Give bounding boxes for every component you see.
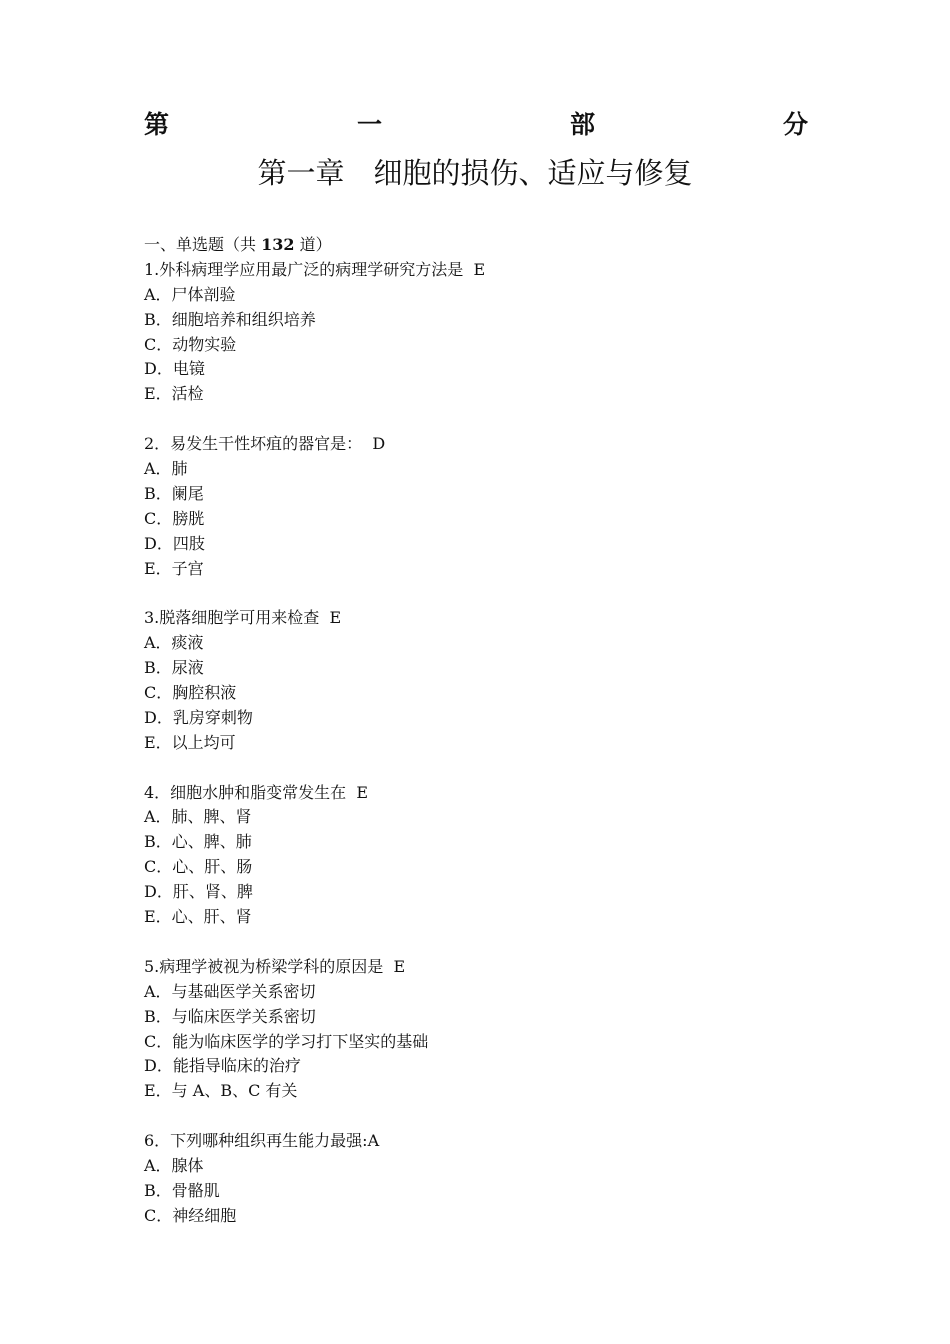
question-item	[144, 955, 844, 1104]
question-stem: 6．下列哪种组织再生能力最强:A	[144, 1131, 380, 1151]
answer-option: A．肺	[144, 459, 188, 479]
part-title-char: 部	[569, 110, 595, 139]
part-title-char: 一	[356, 110, 382, 139]
part-title-char: 第	[144, 110, 170, 139]
question-list	[144, 233, 844, 1229]
spacer	[144, 581, 844, 606]
answer-option: A．痰液	[144, 633, 204, 653]
question-item	[144, 432, 844, 581]
answer-option: B．阑尾	[144, 483, 204, 503]
answer-option: A．与基础医学关系密切	[144, 981, 316, 1001]
answer-option: B．骨骼肌	[144, 1180, 220, 1200]
answer-option: E．子宫	[144, 558, 204, 578]
part-title	[144, 108, 808, 142]
answer-option: C．膀胱	[144, 508, 205, 528]
question-stem: 5.病理学被视为桥梁学科的原因是 E	[144, 956, 406, 976]
answer-option: B．细胞培养和组织培养	[144, 309, 316, 329]
answer-option: E．活检	[144, 384, 204, 404]
answer-option: C．能为临床医学的学习打下坚实的基础	[144, 1031, 429, 1051]
question-stem: 4．细胞水肿和脂变常发生在 E	[144, 782, 369, 802]
question-item	[144, 1129, 844, 1229]
spacer	[144, 930, 844, 955]
section-heading	[144, 233, 844, 258]
answer-option: C．动物实验	[144, 334, 237, 354]
spacer	[144, 1104, 844, 1129]
answer-option: D．乳房穿刺物	[144, 707, 253, 727]
answer-option: E．以上均可	[144, 732, 236, 752]
answer-option: A．肺、脾、肾	[144, 807, 252, 827]
answer-option: C．心、肝、肠	[144, 857, 253, 877]
answer-option: B．与临床医学关系密切	[144, 1006, 316, 1026]
answer-option: D．肝、肾、脾	[144, 882, 253, 902]
answer-option: B．尿液	[144, 658, 204, 678]
question-item	[144, 258, 844, 407]
answer-option: C．神经细胞	[144, 1205, 237, 1225]
answer-option: E．心、肝、肾	[144, 907, 252, 927]
answer-option: B．心、脾、肺	[144, 832, 252, 852]
part-title-char: 分	[782, 110, 808, 139]
answer-option: A．尸体剖验	[144, 284, 236, 304]
answer-option: C．胸腔积液	[144, 683, 237, 703]
question-item	[144, 781, 844, 930]
spacer	[144, 407, 844, 432]
question-stem: 1.外科病理学应用最广泛的病理学研究方法是 E	[144, 259, 486, 279]
question-item	[144, 606, 844, 755]
section-heading-suffix: 道）	[294, 235, 332, 254]
answer-option: D．四肢	[144, 533, 205, 553]
question-stem: 2．易发生干性坏疽的器官是： D	[144, 434, 386, 454]
answer-option: D．能指导临床的治疗	[144, 1056, 301, 1076]
answer-option: D．电镜	[144, 359, 205, 379]
answer-option: A．腺体	[144, 1155, 204, 1175]
section-heading-prefix: 一、单选题（共	[144, 235, 262, 254]
question-count: 132	[261, 235, 295, 254]
question-stem: 3.脱落细胞学可用来检查 E	[144, 608, 342, 628]
chapter-title: 第一章 细胞的损伤、适应与修复	[257, 156, 693, 190]
spacer	[144, 756, 844, 781]
answer-option: E．与 A、B、C 有关	[144, 1081, 298, 1101]
